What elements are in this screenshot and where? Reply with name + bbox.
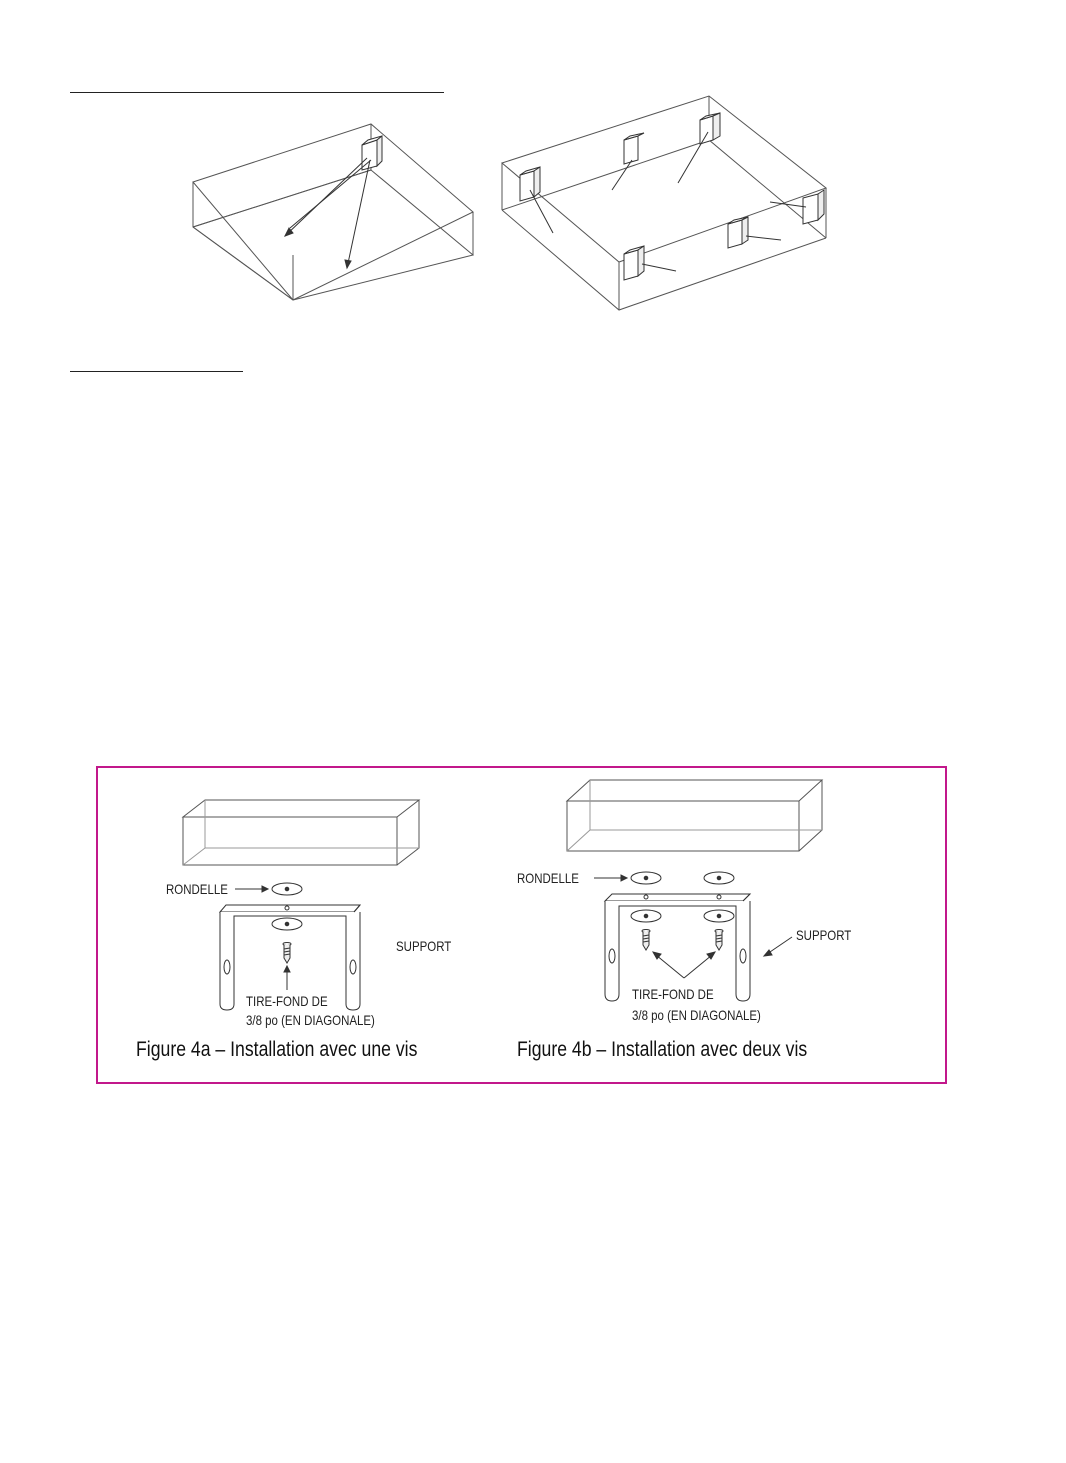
lag-screws-4b bbox=[642, 930, 723, 979]
figure-4a-drawing bbox=[96, 766, 947, 1084]
bracket-label-4a: SUPPORT bbox=[396, 938, 452, 954]
heading-underline-2 bbox=[70, 371, 243, 372]
room-diagram-single-speaker bbox=[193, 124, 473, 300]
washer-label-4b: RONDELLE bbox=[517, 870, 579, 886]
washers-4b-top bbox=[594, 872, 734, 884]
screw-label-4b-line1: TIRE-FOND DE bbox=[632, 986, 714, 1002]
screw-label-4a-line2: 3/8 po (EN DIAGONALE) bbox=[246, 1012, 375, 1028]
figure-4a-caption: Figure 4a – Installation avec une vis bbox=[136, 1038, 418, 1061]
washer-4a-top bbox=[235, 883, 302, 895]
washers-4b-bottom bbox=[631, 910, 734, 922]
installation-figure-frame bbox=[96, 766, 947, 1084]
support-arrow-4b bbox=[764, 937, 792, 956]
speaker-cabinet-4a bbox=[183, 800, 419, 865]
washer-label-4a: RONDELLE bbox=[166, 881, 228, 897]
lag-screw-4a bbox=[283, 943, 291, 991]
sound-arrows-2 bbox=[530, 132, 806, 271]
screw-label-4a-line1: TIRE-FOND DE bbox=[246, 993, 328, 1009]
washer-4a-bottom bbox=[272, 918, 302, 930]
screw-label-4b-line2: 3/8 po (EN DIAGONALE) bbox=[632, 1007, 761, 1023]
speaker-cabinet-4b bbox=[567, 780, 822, 851]
figure-4b-caption: Figure 4b – Installation avec deux vis bbox=[517, 1038, 808, 1061]
bracket-4b bbox=[605, 894, 750, 1001]
bracket-label-4b: SUPPORT bbox=[796, 927, 852, 943]
room-speaker-diagrams bbox=[0, 0, 1066, 340]
